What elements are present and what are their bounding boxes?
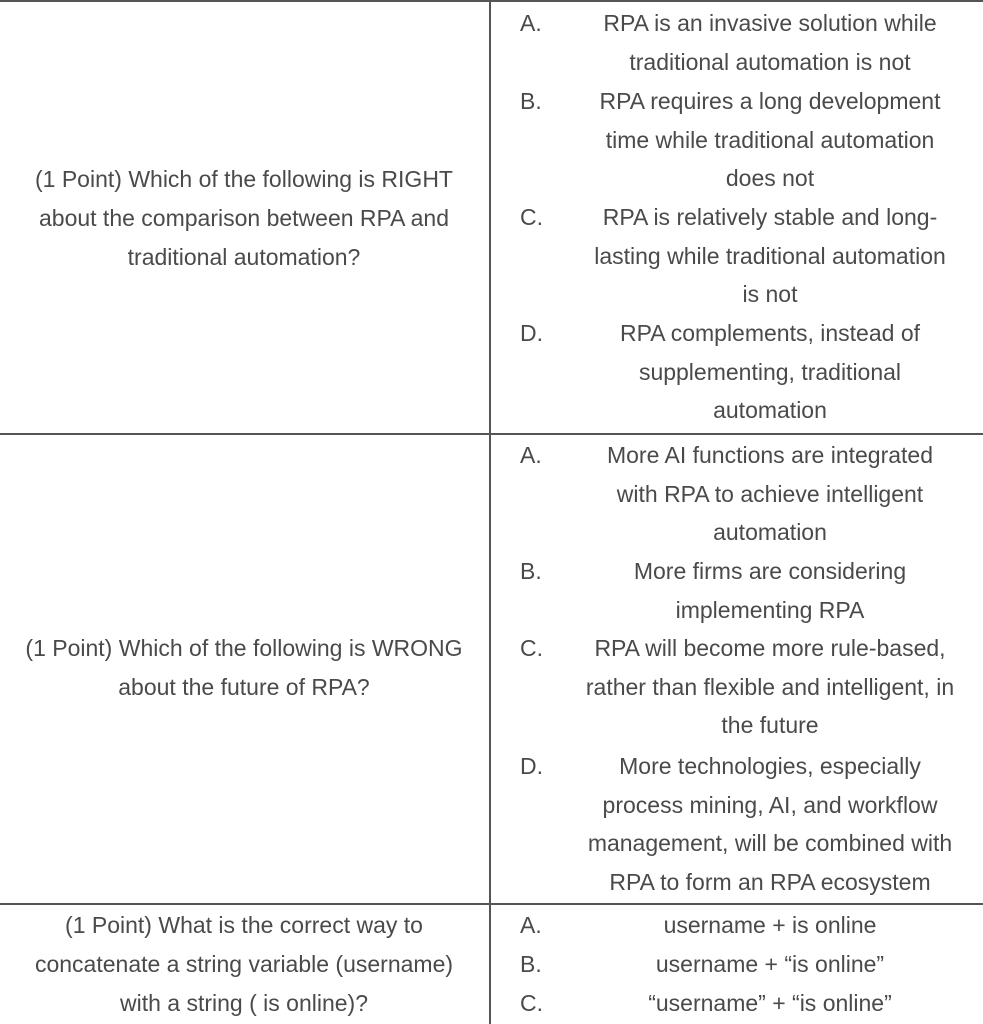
question-1-text: (1 Point) Which of the following is RIGHT about the comparison between RPA and traditional automation?: [35, 166, 453, 270]
table-top-border: [0, 0, 983, 2]
question-3-option-c-text: “username” + “is online”: [648, 990, 892, 1016]
question-3-option-b-letter: B.: [520, 951, 542, 977]
column-divider: [489, 0, 491, 1024]
question-1-option-d-text: RPA complements, instead of supplementing, traditional automation: [620, 320, 920, 424]
question-2-option-c-text: RPA will become more rule-based, rather than flexible and intelligent, in the future: [585, 635, 955, 739]
question-3-option-c-letter: C.: [520, 990, 543, 1016]
question-3-option-b-text: username + “is online”: [655, 951, 885, 977]
question-3-option-a-text: username + is online: [663, 912, 877, 938]
question-2-text: (1 Point) Which of the following is WRONG about the future of RPA?: [25, 635, 463, 700]
question-1-option-d-letter: D.: [520, 320, 543, 346]
question-3-option-a-letter: A.: [520, 912, 542, 938]
question-2-option-b-letter: B.: [520, 558, 542, 584]
question-1-option-a-letter: A.: [520, 10, 542, 36]
question-2-option-c-letter: C.: [520, 635, 543, 661]
question-1-option-c-letter: C.: [520, 204, 543, 230]
question-2-option-d-text: More technologies, especially process mining, AI, and workflow management, will be combined with RPA to form an RPA ecosystem: [587, 753, 953, 896]
question-2-option-b-text: More firms are considering implementing RPA: [633, 558, 907, 623]
question-2-option-a-letter: A.: [520, 442, 542, 468]
question-1-option-a-text: RPA is an invasive solution while traditional automation is not: [603, 10, 937, 75]
question-1-option-c-text: RPA is relatively stable and long- lasting while traditional automation is not: [594, 204, 946, 308]
row-divider: [0, 903, 983, 905]
row-divider: [0, 433, 983, 435]
question-2-option-d-letter: D.: [520, 753, 543, 779]
question-3-text: (1 Point) What is the correct way to concatenate a string variable (username) with a string ( is online)?: [34, 912, 454, 1016]
question-1-option-b-text: RPA requires a long development time while traditional automation does not: [599, 88, 941, 192]
question-2-option-a-text: More AI functions are integrated with RPA to achieve intelligent automation: [606, 442, 934, 546]
question-1-option-b-letter: B.: [520, 88, 542, 114]
